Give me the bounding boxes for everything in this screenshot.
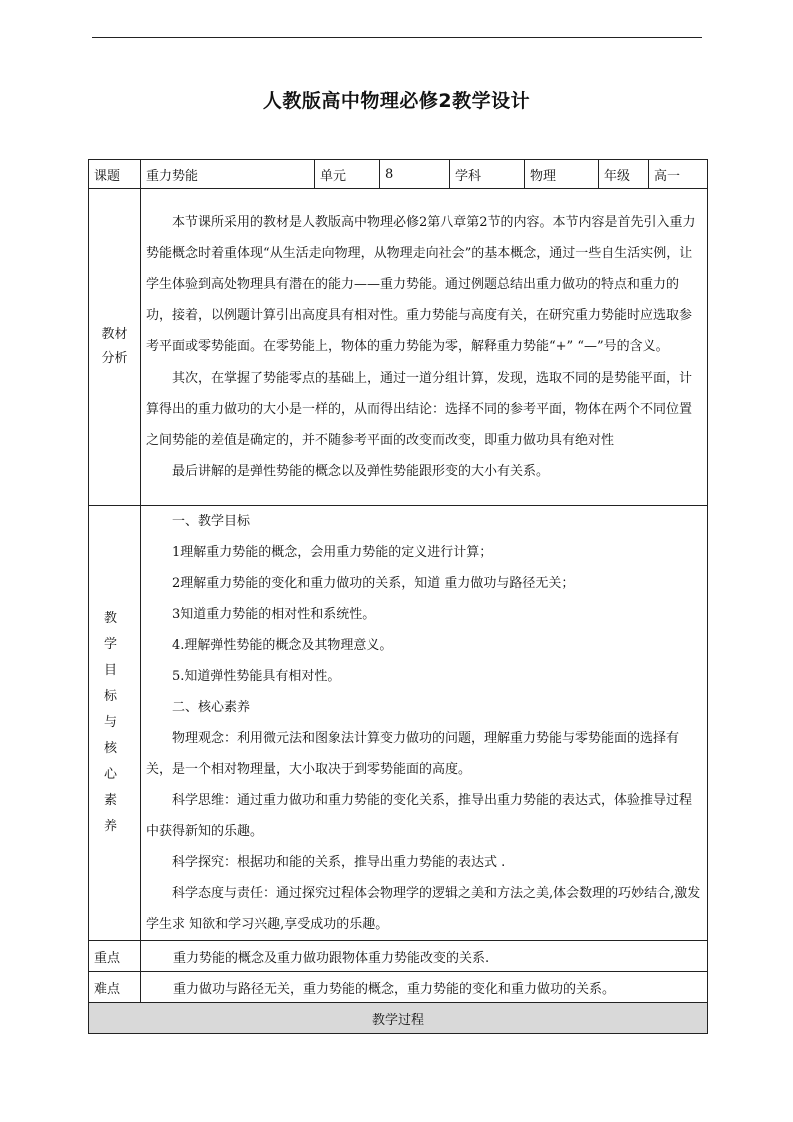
goals-label-line: 目 标 [103,663,125,704]
header-row [89,160,708,189]
topic-value: 重力势能 [141,160,315,189]
goal-item: 1理解重力势能的概念，会用重力势能的定义进行计算； [172,545,493,560]
grade-value: 高一 [649,160,708,189]
subject-value: 物理 [525,160,599,189]
goals-label-line: 养 [103,819,125,834]
unit-label: 单元 [315,160,380,189]
key-point-row [89,941,708,972]
goals-content [141,506,708,941]
analysis-paragraph-1: 本节课所采用的教材是人教版高中物理必修2第八章第2节的内容。本节内容是首先引入重力势能概念时着重体现“从生活走向物理，从物理走向社会”的基本概念，通过一些自生活实例，让学生体验到高处物理具有潜在的能力——重力势能。通过例题总结出重力做功的特点和重力的功，接着，以例题计算引出高度具有相对性。重力势能与高度有关，在研究重力势能时应选取参考平面或零势能面。在零势能上，物体的重力势能为零，解释重力势能“+” “—”号的含义。 [146,214,696,355]
goal-item: 2理解重力势能的变化和重力做功的关系，知道 重力做功与路径无关； [172,576,575,591]
literacy-item: 科学态度与责任：通过探究过程体会物理学的逻辑之美和方法之美,体会数理的巧妙结合,激发学生求 知欲和学习兴趣,享受成功的乐趣。 [146,886,701,932]
analysis-content [141,189,708,506]
goals-label-line: 与 核 [103,715,125,756]
goal-item: 3知道重力势能的相对性和系统性。 [172,607,376,622]
process-row [89,1003,708,1034]
goals-section2-title: 二、核心素养 [172,700,251,715]
analysis-paragraph-2: 其次，在掌握了势能零点的基础上，通过一道分组计算，发现，选取不同的是势能平面，计算得出的重力做功的大小是一样的，从而得出结论：选择不同的参考平面，物体在两个不同位置之间势能的差值是确定的，并不随参考平面的改变而改变，即重力做功具有绝对性 [146,370,693,448]
unit-value: 8 [380,160,450,189]
analysis-label-line1: 教材 [101,327,128,342]
subject-label: 学科 [450,160,525,189]
document-title: 人教版高中物理必修2教学设计 [262,90,531,112]
literacy-item: 科学探究：根据功和能的关系，推导出重力势能的表达式 . [172,855,506,870]
goals-row [89,506,708,941]
header-rule [92,37,702,38]
goals-label [89,506,141,941]
difficult-point-label: 难点 [89,972,141,1003]
goals-label-line: 心 素 [103,767,125,808]
grade-label: 年级 [599,160,649,189]
difficult-point-text: 重力做功与路径无关，重力势能的概念，重力势能的变化和重力做功的关系。 [141,972,708,1003]
analysis-row [89,189,708,506]
analysis-label-line2: 分析 [101,351,128,366]
topic-label: 课题 [89,160,141,189]
analysis-paragraph-3: 最后讲解的是弹性势能的概念以及弹性势能跟形变的大小有关系。 [172,464,550,480]
goals-section1-title: 一、教学目标 [172,514,251,529]
literacy-item: 科学思维：通过重力做功和重力势能的变化关系，推导出重力势能的表达式，体验推导过程中获得新知的乐趣。 [146,793,693,839]
process-heading: 教学过程 [89,1003,708,1034]
key-point-text: 重力势能的概念及重力做功跟物体重力势能改变的关系. [141,941,708,972]
goal-item: 4.理解弹性势能的概念及其物理意义。 [172,638,393,653]
goal-item: 5.知道弹性势能具有相对性。 [172,669,341,684]
key-point-label: 重点 [89,941,141,972]
literacy-item: 物理观念：利用微元法和图象法计算变力做功的问题，理解重力势能与零势能面的选择有关，是一个相对物理量，大小取决于到零势能面的高度。 [146,731,680,777]
analysis-label [89,189,141,506]
goals-label-line: 教 学 [103,611,125,652]
difficult-point-row [89,972,708,1003]
lesson-plan-table [88,159,708,1034]
